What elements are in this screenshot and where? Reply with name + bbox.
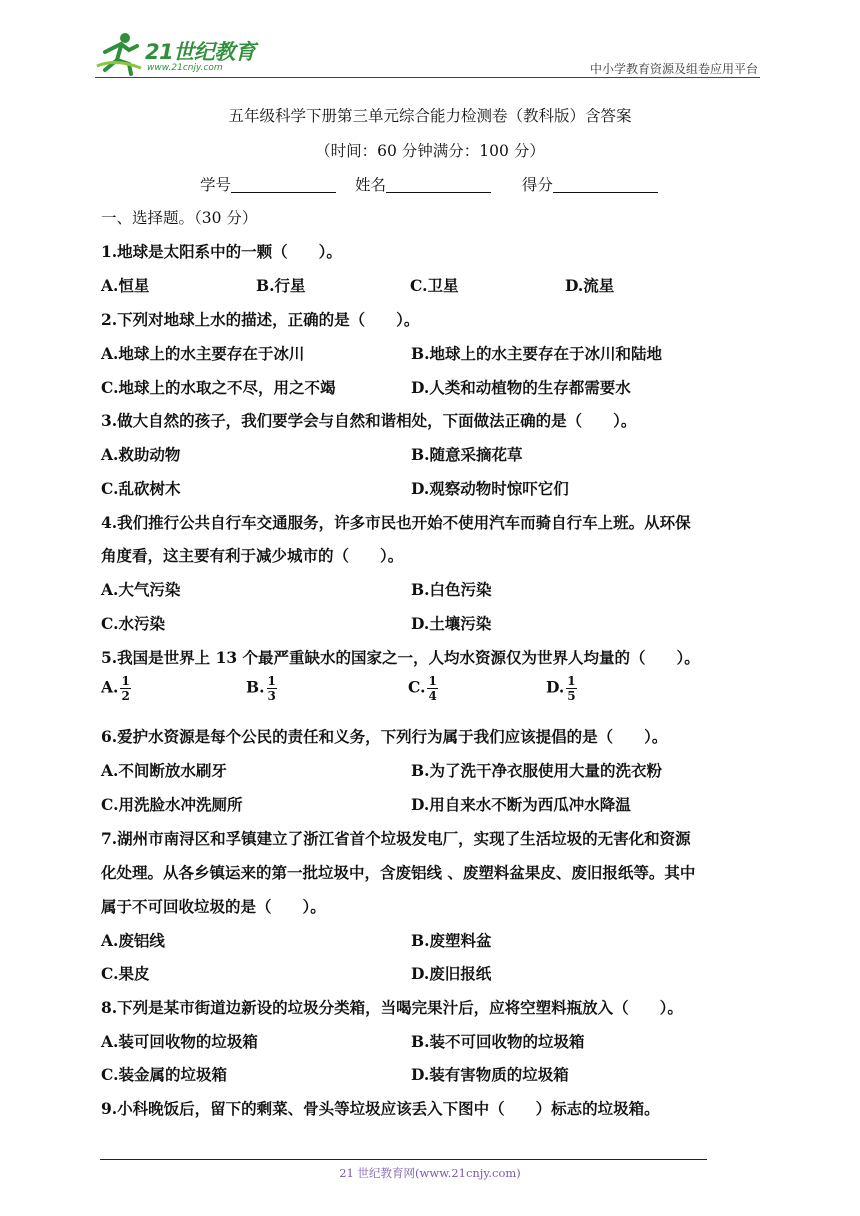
q7-option-a: A.废铝线	[101, 931, 165, 950]
q2-option-d: D.人类和动植物的生存都需要水	[411, 378, 631, 397]
score-blank[interactable]	[553, 176, 658, 193]
q8-option-a: A.装可回收物的垃圾箱	[101, 1032, 258, 1051]
question-8: 8.下列是某市街道边新设的垃圾分类箱，当喝完果汁后，应将空塑料瓶放入（ ）。	[101, 998, 683, 1017]
q5-option-a: A. $\frac{1}{2}$	[101, 674, 130, 703]
student-id-label: 学号	[200, 176, 232, 194]
question-7-cont-1: 化处理。从各乡镇运来的第一批垃圾中，含废铝线 、废塑料盆果皮、废旧报纸等。其中	[101, 863, 696, 882]
q7-option-d: D.废旧报纸	[411, 964, 492, 983]
q4-option-b: B.白色污染	[411, 580, 492, 599]
fraction-one-third: $\frac{1}{3}$	[267, 674, 276, 703]
q4-option-a: A.大气污染	[101, 580, 181, 599]
question-2: 2.下列对地球上水的描述，正确的是（ ）。	[101, 310, 420, 329]
question-6: 6.爱护水资源是每个公民的责任和义务，下列行为属于我们应该提倡的是（ ）。	[101, 727, 668, 746]
question-7: 7.湖州市南浔区和孚镇建立了浙江省首个垃圾发电厂，实现了生活垃圾的无害化和资源	[101, 829, 691, 848]
footer-divider	[100, 1159, 707, 1160]
fraction-one-half: $\frac{1}{2}$	[121, 674, 130, 703]
question-3: 3.做大自然的孩子，我们要学会与自然和谐相处，下面做法正确的是（ ）。	[101, 411, 637, 430]
page-title: 五年级科学下册第三单元综合能力检测卷（教科版）含答案	[228, 107, 632, 125]
question-4: 4.我们推行公共自行车交通服务，许多市民也开始不使用汽车而骑自行车上班。从环保	[101, 513, 691, 532]
q3-option-b: B.随意采摘花草	[411, 445, 523, 464]
question-9: 9.小科晚饭后，留下的剩菜、骨头等垃圾应该丢入下图中（ ）标志的垃圾箱。	[101, 1099, 660, 1118]
q6-option-a: A.不间断放水刷牙	[101, 761, 227, 780]
q7-option-c: C.果皮	[101, 964, 150, 983]
q5-option-c: C. $\frac{1}{4}$	[408, 674, 437, 703]
runner-logo-icon	[95, 30, 143, 76]
student-id-blank[interactable]	[231, 176, 336, 193]
question-4-cont: 角度看，这主要有利于减少城市的（ ）。	[101, 546, 404, 565]
q1-option-a: A.恒星	[101, 276, 150, 295]
q6-option-d: D.用自来水不断为西瓜冲水降温	[411, 795, 631, 814]
q1-option-b: B.行星	[256, 276, 306, 295]
score-label: 得分	[521, 176, 553, 194]
q8-option-d: D.装有害物质的垃圾箱	[411, 1065, 569, 1084]
info-fields	[200, 173, 658, 195]
section-heading: 一、选择题。（30 分）	[101, 209, 258, 227]
name-label: 姓名	[354, 176, 386, 194]
q6-option-b: B.为了洗干净衣服使用大量的洗衣粉	[411, 761, 662, 780]
question-5: 5.我国是世界上 13 个最严重缺水的国家之一，人均水资源仅为世界人均量的（ ）。	[101, 648, 700, 667]
logo	[95, 30, 265, 76]
q3-option-a: A.救助动物	[101, 445, 181, 464]
platform-name: 中小学教育资源及组卷应用平台	[589, 62, 758, 76]
q2-option-c: C.地球上的水取之不尽，用之不竭	[101, 378, 336, 397]
q1-option-c: C.卫星	[410, 276, 459, 295]
q6-option-c: C.用洗脸水冲洗厕所	[101, 795, 243, 814]
page-footer[interactable]: 21 世纪教育网(www.21cnjy.com)	[339, 1166, 521, 1180]
logo-text: 21世纪教育	[145, 40, 256, 64]
q8-option-c: C.装金属的垃圾箱	[101, 1065, 227, 1084]
q5-option-d: D. $\frac{1}{5}$	[546, 674, 576, 703]
question-7-cont-2: 属于不可回收垃圾的是（ ）。	[101, 897, 326, 916]
question-1: 1.地球是太阳系中的一颗（ ）。	[101, 242, 342, 261]
name-blank[interactable]	[386, 176, 491, 193]
page-header	[95, 30, 760, 78]
q4-option-d: D.土壤污染	[411, 614, 492, 633]
q3-option-d: D.观察动物时惊吓它们	[411, 479, 569, 498]
q5-option-b: B. $\frac{1}{3}$	[246, 674, 276, 703]
q2-option-a: A.地球上的水主要存在于冰川	[101, 344, 305, 363]
q3-option-c: C.乱砍树木	[101, 479, 181, 498]
header-divider	[95, 77, 760, 78]
logo-url: www.21cnjy.com	[147, 63, 223, 73]
q1-option-d: D.流星	[565, 276, 615, 295]
page-subtitle: （时间：60 分钟满分：100 分）	[315, 142, 545, 160]
fraction-one-quarter: $\frac{1}{4}$	[428, 674, 437, 703]
q8-option-b: B.装不可回收物的垃圾箱	[411, 1032, 585, 1051]
fraction-one-fifth: $\frac{1}{5}$	[567, 674, 576, 703]
q7-option-b: B.废塑料盆	[411, 931, 492, 950]
q2-option-b: B.地球上的水主要存在于冰川和陆地	[411, 344, 662, 363]
q4-option-c: C.水污染	[101, 614, 165, 633]
